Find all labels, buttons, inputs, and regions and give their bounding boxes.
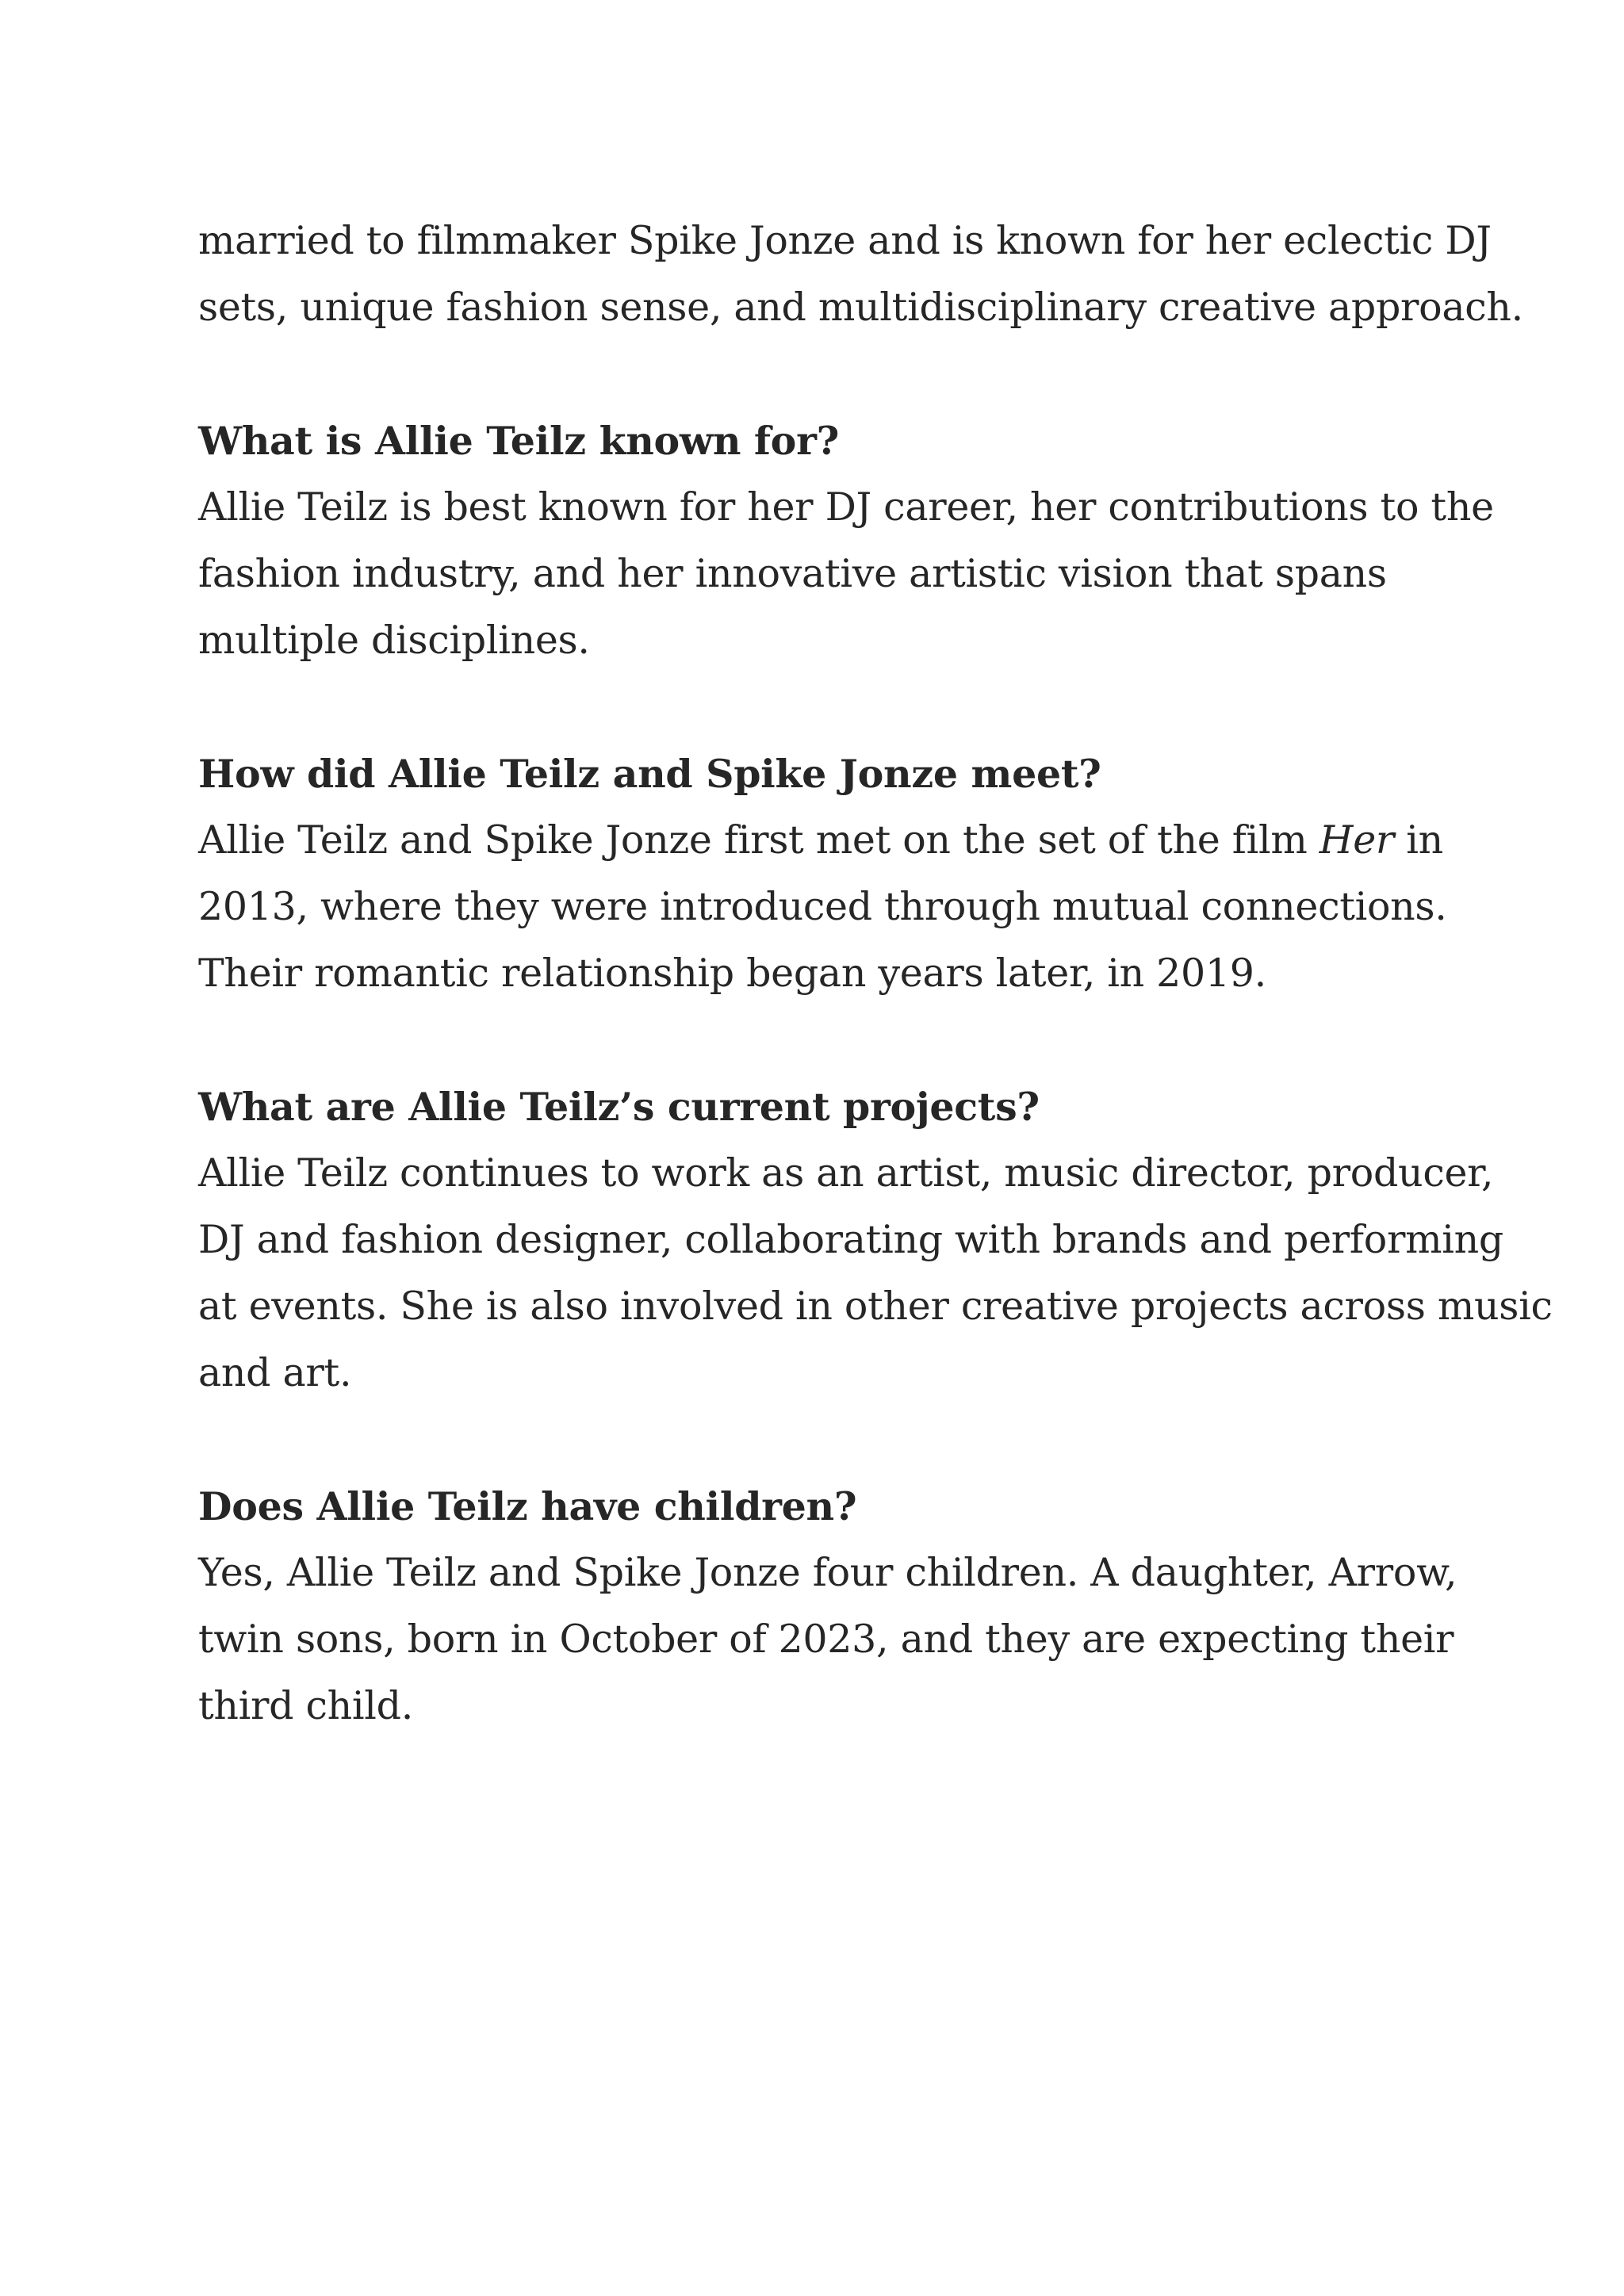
answer-line: fashion industry, and her innovative artistic vision that spans bbox=[198, 551, 1387, 596]
answer-line: 2013, where they were introduced through mutual connections. bbox=[198, 884, 1447, 929]
answer-line: DJ and fashion designer, collaborating with brands and performing bbox=[198, 1217, 1503, 1262]
faq-answer bbox=[198, 474, 1494, 674]
film-title: Her bbox=[1319, 817, 1395, 863]
intro-line: married to filmmaker Spike Jonze and is known for her eclectic DJ bbox=[198, 218, 1492, 263]
faq-answer bbox=[198, 807, 1451, 1007]
faq-question: Does Allie Teilz have children? bbox=[198, 1483, 857, 1529]
faq-item-how-met bbox=[198, 740, 1451, 1007]
answer-line: Allie Teilz is best known for her DJ career, her contributions to the bbox=[198, 484, 1494, 530]
intro-line: sets, unique fashion sense, and multidisciplinary creative approach. bbox=[198, 285, 1523, 330]
answer-line: at events. She is also involved in other creative projects across music bbox=[198, 1284, 1553, 1329]
answer-line: Allie Teilz continues to work as an artist, music director, producer, bbox=[198, 1150, 1494, 1196]
faq-answer bbox=[198, 1540, 1457, 1739]
faq-question: What are Allie Teilz’s current projects? bbox=[198, 1084, 1040, 1130]
faq-item-current-projects bbox=[198, 1073, 1553, 1406]
answer-line: third child. bbox=[198, 1683, 413, 1728]
answer-line bbox=[198, 807, 1451, 874]
faq-answer bbox=[198, 1140, 1553, 1406]
answer-line: Yes, Allie Teilz and Spike Jonze four children. A daughter, Arrow, bbox=[198, 1550, 1457, 1595]
faq-question: How did Allie Teilz and Spike Jonze meet? bbox=[198, 751, 1101, 797]
answer-text: in bbox=[1394, 817, 1443, 863]
article-body bbox=[198, 208, 1553, 1806]
faq-item-children bbox=[198, 1473, 1457, 1739]
answer-line: and art. bbox=[198, 1350, 352, 1395]
answer-line: Their romantic relationship began years later, in 2019. bbox=[198, 951, 1266, 996]
answer-line: multiple disciplines. bbox=[198, 618, 590, 663]
intro-paragraph bbox=[198, 208, 1523, 341]
answer-line: twin sons, born in October of 2023, and they are expecting their bbox=[198, 1617, 1454, 1662]
faq-question: What is Allie Teilz known for? bbox=[198, 418, 839, 464]
answer-text: Allie Teilz and Spike Jonze first met on the set of the film bbox=[198, 817, 1320, 863]
faq-item-known-for bbox=[198, 408, 1494, 674]
